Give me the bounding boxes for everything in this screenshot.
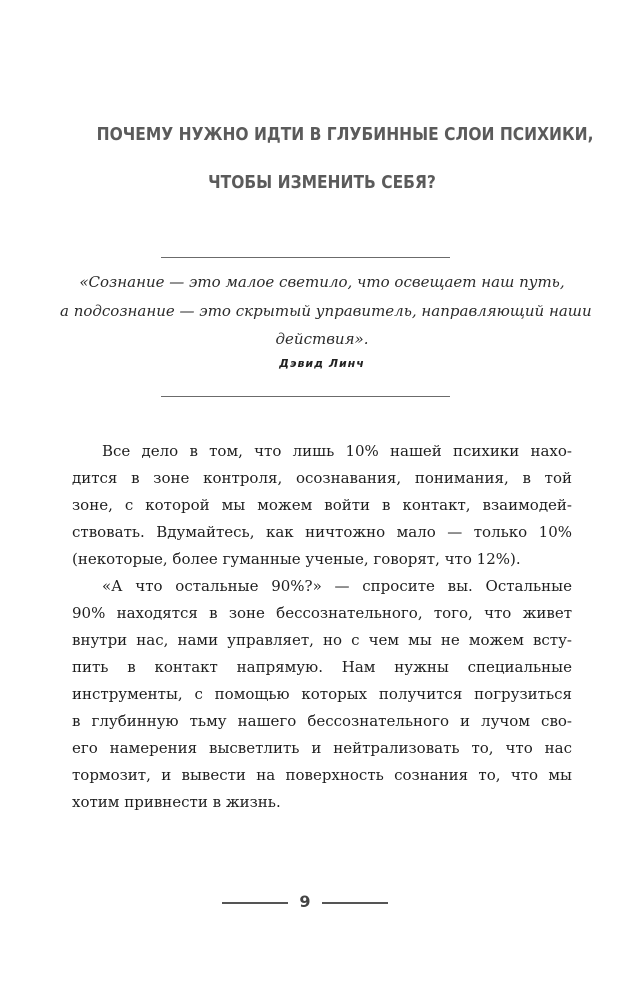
- epigraph-top-divider: [161, 257, 450, 258]
- body-text-line: дится в зоне контроля, осознавания, понимания, в той: [72, 469, 572, 487]
- body-text-line: пить в контакт напрямую. Нам нужны специальные: [72, 658, 572, 676]
- body-text-line: 90% находятся в зоне бессознательного, того, что живет: [72, 604, 572, 622]
- body-text-line: внутри нас, нами управляет, но с чем мы не можем всту-: [72, 631, 572, 649]
- epigraph-line: действия».: [275, 330, 369, 348]
- epigraph-author: Дэвид Линч: [279, 357, 365, 370]
- page-number-right-rule: [322, 902, 388, 904]
- body-text-line: зоне, с которой мы можем войти в контакт, взаимодей-: [72, 496, 572, 514]
- page-number: 9: [299, 892, 311, 911]
- body-text-line: в глубинную тьму нашего бессознательного и лучом сво-: [72, 712, 572, 730]
- chapter-title-line-2: ЧТОБЫ ИЗМЕНИТЬ СЕБЯ?: [208, 172, 436, 193]
- epigraph-line: «Сознание — это малое светило, что освещает наш путь,: [79, 273, 565, 291]
- epigraph-line: а подсознание — это скрытый управитель, направляющий наши: [60, 302, 592, 320]
- body-text-line: ствовать. Вдумайтесь, как ничтожно мало — только 10%: [72, 523, 572, 541]
- body-text-line: хотим привнести в жизнь.: [72, 793, 281, 811]
- body-text-line: его намерения высветлить и нейтрализовать то, что нас: [72, 739, 572, 757]
- page-number-left-rule: [222, 902, 288, 904]
- body-text-line: тормозит, и вывести на поверхность сознания то, что мы: [72, 766, 572, 784]
- body-text-line: «А что остальные 90%?» — спросите вы. Остальные: [102, 577, 572, 595]
- epigraph-bottom-divider: [161, 396, 450, 397]
- body-text-line: (некоторые, более гуманные ученые, говорят, что 12%).: [72, 550, 521, 568]
- page-footer: [0, 892, 644, 912]
- body-text-line: Все дело в том, что лишь 10% нашей психики нахо-: [102, 442, 572, 460]
- chapter-title-line-1: ПОЧЕМУ НУЖНО ИДТИ В ГЛУБИННЫЕ СЛОИ ПСИХИКИ,: [96, 124, 594, 145]
- body-text-line: инструменты, с помощью которых получится погрузиться: [72, 685, 572, 703]
